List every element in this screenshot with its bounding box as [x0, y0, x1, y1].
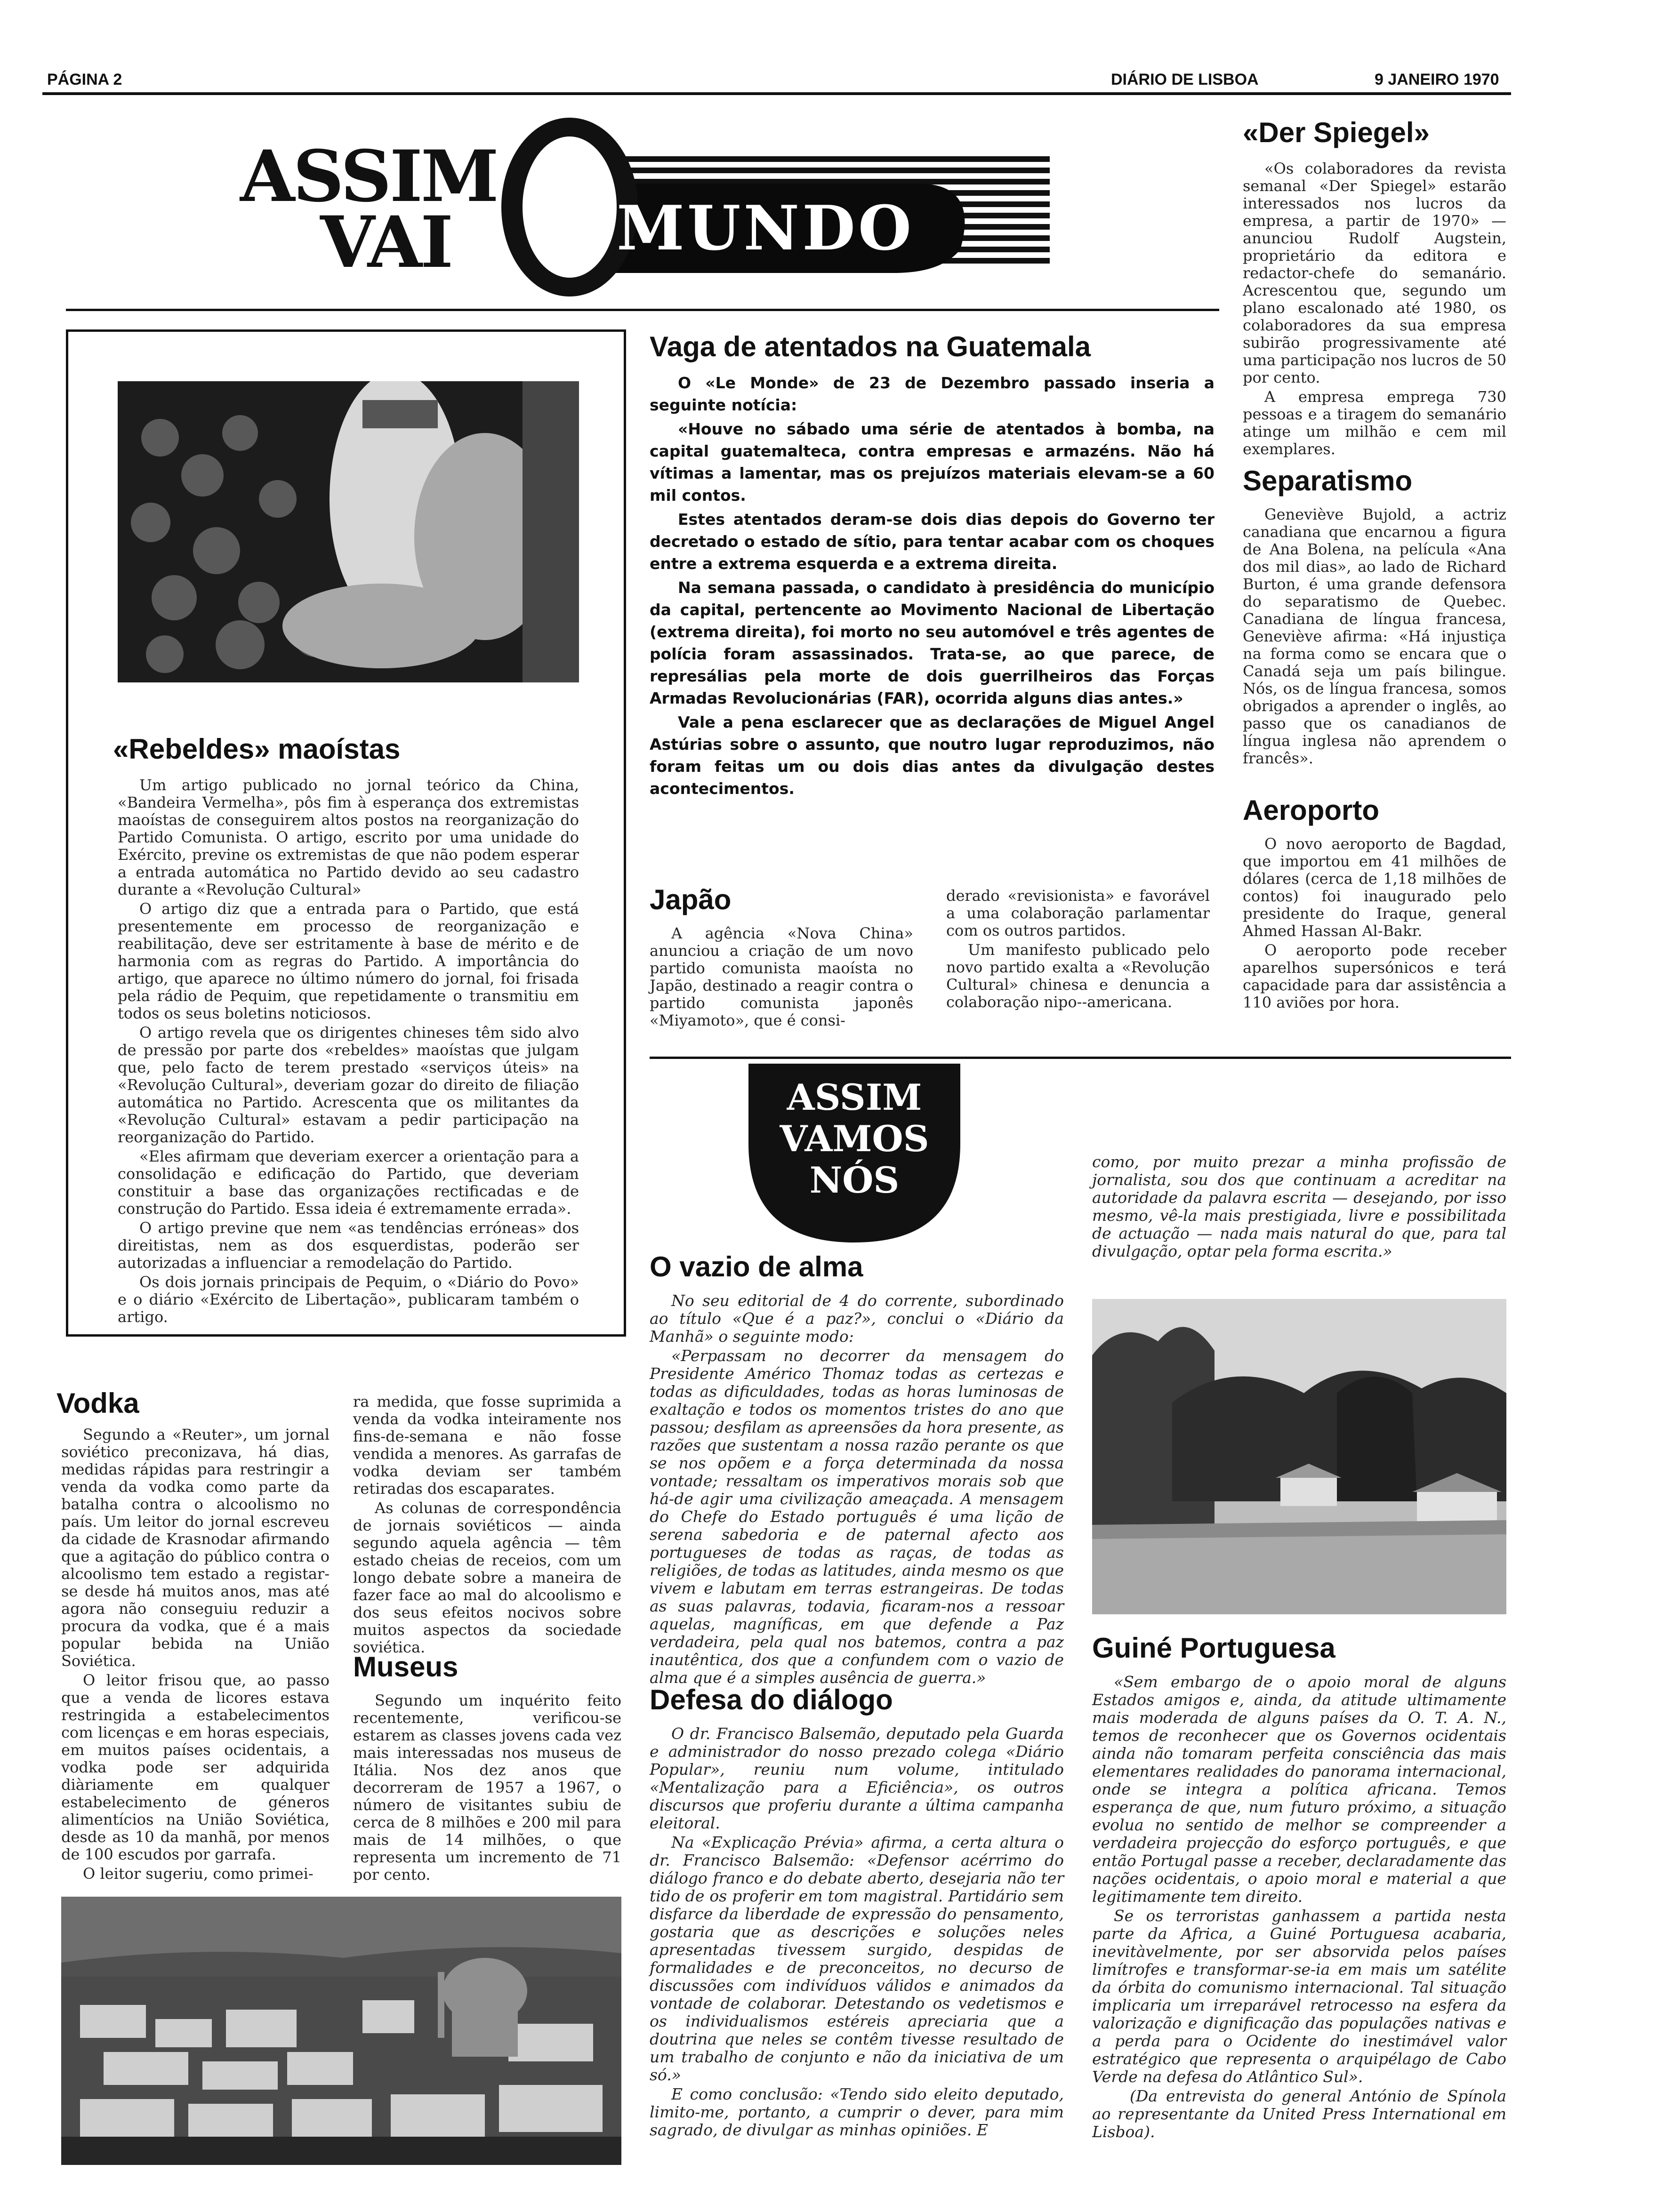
separatismo-title: Separatismo [1243, 465, 1413, 497]
vodka-col1 [61, 1426, 330, 1884]
rebeldes-body [118, 777, 579, 1328]
aeroporto-body [1243, 835, 1506, 1013]
masthead-vai: VAI [320, 201, 452, 284]
guine-paragraph: «Sem embargo de o apoio moral de alguns Estados amigos e, ainda, da atitude ultimamente mais moderada de alguns países da O. T. A. N., temos de reconhecer que os Governos ocidentais ainda não tomaram perfeita consciência das mais elementares realidades do panorama internacional, onde se integra a política africana. Temos esperança de que, num futuro próximo, a situação evolua no sentido de melhor se compreender a verdadeira projecção do esforço português, e que então Portugal passe a receber, declaradamente das nações ocidentais, o apoio moral e material a que legitimamente tem direito. [1092, 1673, 1506, 1906]
city-photo [61, 1897, 621, 2165]
guatemala-body [650, 372, 1215, 801]
section-masthead [226, 118, 1059, 306]
guatemala-paragraph: Vale a pena esclarecer que as declarações de Miguel Angel Astúrias sobre o assunto, que noutro lugar reproduzimos, não foram feitas um ou dois dias antes da divulgação destes acontecimentos. [650, 713, 1215, 798]
rebeldes-paragraph: Um artigo publicado no jornal teórico da China, «Bandeira Vermelha», pôs fim à esperança dos extremistas maoístas de conseguirem altos postos na reorganização do Partido Comunista. O artigo, escrito por uma unidade do Exército, previne os extremistas de que não podem esperar a entrada automática no Partido devido ao seu cadastro durante a «Revolução Cultural» [118, 776, 579, 898]
mao-photo-graphic [118, 381, 579, 682]
rebeldes-paragraph: Os dois jornais principais de Pequim, o «Diário do Povo» e o diário «Exército de Libertação», publicaram também o artigo. [118, 1273, 579, 1326]
city-photo-graphic [61, 1897, 621, 2165]
guatemala-paragraph: O «Le Monde» de 23 de Dezembro passado inseria a seguinte notícia: [650, 374, 1215, 414]
guine-paragraph: (Da entrevista do general António de Spínola ao representante da United Press International em Lisboa). [1092, 2087, 1506, 2141]
spiegel-paragraph: «Os colaboradores da revista semanal «Der Spiegel» estarão interessados nos lucros da empresa, a partir de 1970» — anunciou Rudolf Augstein, proprietário da editora e redactor-chefe do semanário. Acrescentou que, segundo um plano escalonado até 1980, os colaboradores da sua empresa subirão progressivamente até uma participação nos lucros de 50 por cento. [1243, 160, 1506, 386]
issue-date: 9 JANEIRO 1970 [1375, 71, 1499, 88]
vamos-l3: NÓS [809, 1159, 900, 1201]
guatemala-paragraph: Estes atentados deram-se dois dias depois do Governo ter decretado o estado de sítio, para tentar acabar com os choques entre a extrema esquerda e a extrema direita. [650, 510, 1215, 573]
jornalista-paragraph: como, por muito prezar a minha profissão de jornalista, sou dos que continuam a acreditar na autoridade da palavra escrita — desejando, por isso mesmo, vê-la mais prestigiada, livre e possibilitada de actuação — nada mais natural do que, para tal divulgação, optar pela forma escrita.» [1092, 1153, 1506, 1260]
japao-paragraph: derado «revisionista» e favorável a uma colaboração parlamentar com os outros partidos. [946, 887, 1210, 939]
header-rule [42, 92, 1511, 95]
vamos-emblem [748, 1064, 960, 1242]
museus-body [353, 1692, 621, 1885]
spiegel-paragraph: A empresa emprega 730 pessoas e a tiragem do semanário atinge um milhão e cem mil exemplares. [1243, 388, 1506, 458]
guine-body [1092, 1673, 1506, 2142]
japao-title: Japão [650, 884, 732, 915]
defesa-paragraph: O dr. Francisco Balsemão, deputado pela Guarda e administrador do nosso prezado colega «Diário Popular», reuniu num volume, intitulado «Mentalização para a Eficiência», os outros discursos que proferiu durante a última campanha eleitoral. [650, 1724, 1064, 1832]
aeroporto-title: Aeroporto [1243, 794, 1379, 826]
vazio-paragraph: «Perpassam no decorrer da mensagem do Presidente Américo Thomaz todas as certezas e todas as dificuldades, todas as horas luminosas de exaltação e todos os momentos tristes do ano que passou; desfilam as apreensões da hora presente, as razões que sustentam a nossa razão perante os que se nos opõem e a força determinada da nossa vontade; ressaltam os imperativos morais sob que há-de agir uma civilização ameaçada. A mensagem do Chefe do Estado português é uma lição de serena sabedoria e de paternal afecto aos portugueses de todas as raças, de todas as religiões, de todas as latitudes, ainda mesmo os que vivem e labutam em terras estrangeiras. De todas as suas palavras, todavia, ficaram-nos a ressoar aquelas, magníficas, em que defende a Paz verdadeira, pela qual nos batemos, contra a paz inautêntica, dos que a confundem com o vazio de alma que é a simples ausência de guerra.» [650, 1346, 1064, 1687]
defesa-body [650, 1725, 1064, 2140]
vodka-paragraph: ra medida, que fosse suprimida a venda da vodka inteiramente nos fins-de-semana e não fosse vendida a menores. As garrafas de vodka deviam ser também retiradas dos escaparates. [353, 1393, 621, 1498]
vamos-l1: ASSIM [787, 1076, 922, 1118]
vodka-paragraph: As colunas de correspondência de jornais soviéticos — ainda segundo aquela agência — têm estado cheias de receios, com um longo debate sobre a maneira de fazer face ao mal do alcoolismo e dos seus efeitos nocivos sobre muitos aspectos da sociedade soviética. [353, 1499, 621, 1656]
separatismo-paragraph: Geneviève Bujold, a actriz canadiana que encarnou a figura de Ana Bolena, na película «Ana dos mil dias», ao lado de Richard Burton, é uma grande defensora do separatismo de Quebec. Canadiana de língua francesa, Geneviève afirma: «Há injustiça na forma como se encara que o Canadá seja um país bilingue. Nós, os de língua francesa, somos obrigados a aprender o inglês, ao passo que os canadianos de língua inglesa não aprendem o francês». [1243, 505, 1506, 767]
guine-photo-graphic [1092, 1299, 1506, 1614]
guatemala-title: Vaga de atentados na Guatemala [650, 331, 1091, 362]
rebeldes-paragraph: O artigo diz que a entrada para o Partido, que está presentemente em processo de reorganização e reabilitação, deve ser estritamente à base de mérito e de harmonia com as regras do Partido. A importância do artigo, que aparece no último número do jornal, foi frisada pela rádio de Pequim, que repetidamente o transmitiu em todos os seus boletins noticiosos. [118, 900, 579, 1022]
japao-paragraph: Um manifesto publicado pelo novo partido exalta a «Revolução Cultural» chinesa e denuncia a colaboração nipo--americana. [946, 941, 1210, 1011]
museus-paragraph: Segundo um inquérito feito recentemente, verificou-se estarem as classes jovens cada vez mais interessadas nos museus de Itália. Nos dez anos que decorreram de 1957 a 1967, o número de visitantes subiu de cerca de 8 milhões e 200 mil para mais de 14 milhões, o que representa um incremento de 71 por cento. [353, 1691, 621, 1883]
mao-photo [118, 381, 579, 682]
vodka-title: Vodka [56, 1387, 139, 1419]
defesa-title: Defesa do diálogo [650, 1684, 893, 1715]
vodka-paragraph: Segundo a «Reuter», um jornal soviético preconizava, há dias, medidas rápidas para restringir a venda da vodka como parte da batalha contra o alcoolismo no país. Um leitor do jornal escreveu da cidade de Krasnodar afirmando que a agitação do público contra o alcoolismo tem estado a registar-se desde há muitos anos, mas até agora não conseguiu reduzir a procura da vodka, que é a mais popular bebida na União Soviética. [61, 1426, 330, 1670]
masthead-mundo: MUNDO [617, 192, 915, 264]
rebeldes-paragraph: O artigo revela que os dirigentes chineses têm sido alvo de pressão por parte dos «rebeldes» maoístas que julgam que, pelo facto de terem prestado «serviços úteis» na «Revolução Cultural», deveriam gozar do direito de filiação automática no Partido. Acrescenta que os militantes da «Revolução Cultural» estavam a pedir participação na reorganização do Partido. [118, 1024, 579, 1146]
rebeldes-paragraph: «Eles afirmam que deveriam exercer a orientação para a consolidação e edificação do Partido, que deveriam constituir a base das organizações rectificadas e de construção do Partido. Essa ideia é extremamente errada». [118, 1147, 579, 1218]
separatismo-body [1243, 506, 1506, 769]
page-number: PÁGINA 2 [47, 71, 122, 88]
section-rule [66, 309, 1219, 311]
japao-col1 [650, 925, 913, 1031]
defesa-paragraph: E como conclusão: «Tendo sido eleito deputado, limito-me, portanto, a cumprir o dever, para mim sagrado, de divulgar as minhas opiniões. E [650, 2085, 1064, 2139]
spiegel-title: «Der Spiegel» [1243, 117, 1430, 148]
rebeldes-title: «Rebeldes» maoístas [113, 733, 401, 765]
vamos-rule [650, 1057, 1511, 1059]
guatemala-paragraph: Na semana passada, o candidato à presidência do município da capital, pertencente ao Movimento Nacional de Libertação (extrema direita), foi morto no seu automóvel e três agentes de polícia foram assassinados. Trata-se, ao que parece, de represálias pela morte de dois guerrilheiros das Forças Armadas Revolucionárias (FAR), ocorrida alguns dias antes.» [650, 578, 1215, 707]
aeroporto-paragraph: O novo aeroporto de Bagdad, que importou em 41 milhões de dólares (cerca de 1,18 milhões de contos) foi inaugurado pelo presidente do Iraque, general Ahmed Hassan Al-Bakr. [1243, 835, 1506, 940]
vodka-paragraph: O leitor frisou que, ao passo que a venda de licores estava restringida a estabelecimentos com licenças e em horas especiais, em muitos países ocidentais, a vodka pode ser adquirida diàriamente em qualquer estabelecimento de géneros alimentícios na União Soviética, desde as 10 da manhã, por menos de 100 escudos por garrafa. [61, 1671, 330, 1863]
guine-paragraph: Se os terroristas ganhassem a partida nesta parte da Africa, a Guiné Portuguesa acabaria, inevitàvelmente, por ser absorvida pelos países limítrofes e transformar-se-ia em mais um satélite da órbita do comunismo internacional. Tal situação implicaria um irreparável retrocesso na esfera da valorização e dignificação das populações nativas e a perda para o Ocidente do inestimável valor estratégico que representa o arquipélago de Cabo Verde na defesa do Atlântico Sul». [1092, 1907, 1506, 2086]
vazio-paragraph: No seu editorial de 4 do corrente, subordinado ao título «Que é a paz?», conclui o «Diário da Manhã» o seguinte modo: [650, 1291, 1064, 1346]
vamos-l2: VAMOS [780, 1118, 929, 1160]
vodka-paragraph: O leitor sugeriu, como primei- [83, 1865, 314, 1883]
guine-photo [1092, 1299, 1506, 1614]
newspaper-name: DIÁRIO DE LISBOA [1111, 71, 1259, 88]
vazio-title: O vazio de alma [650, 1251, 863, 1282]
guatemala-paragraph: «Houve no sábado uma série de atentados à bomba, na capital guatemalteca, contra empresas e armazéns. Não há vítimas a lamentar, mas os prejuízos materiais elevam-se a 60 mil contos. [650, 420, 1215, 505]
defesa-paragraph: Na «Explicação Prévia» afirma, a certa altura o dr. Francisco Balsemão: «Defensor acérrimo do diálogo franco e do debate aberto, desejaria não ter tido de os proferir em tom magistral. Partidário sem disfarce da liberdade de expressão do pensamento, gostaria que as descrições e soluções neles apresentadas tivessem surgido, despidas de formalidades e de preconceitos, no decurso de discussões com indivíduos válidos e animados da vontade de colaborar. Detestando os vedetismos e os individualismos estéreis apreciaria que a doutrina que neles se contêm tivesse resultado de um trabalho de conjunto e não da iniciativa de um só.» [650, 1833, 1064, 2084]
vodka-col2 [353, 1393, 621, 1658]
museus-title: Museus [353, 1651, 458, 1683]
vazio-body [650, 1292, 1064, 1688]
japao-col2 [946, 887, 1210, 1013]
rebeldes-paragraph: O artigo previne que nem «as tendências erróneas» dos direitistas, nem as dos esquerdistas, poderão ser autorizadas a influenciar a remodelação do Partido. [118, 1219, 579, 1272]
jornalista-text [1092, 1153, 1506, 1262]
masthead-assim: ASSIM [240, 135, 497, 218]
aeroporto-paragraph: O aeroporto pode receber aparelhos supersónicos e terá capacidade para dar assistência a 110 aviões por hora. [1243, 941, 1506, 1011]
spiegel-body [1243, 160, 1506, 460]
guine-title: Guiné Portuguesa [1092, 1632, 1335, 1664]
japao-paragraph: A agência «Nova China» anunciou a criação de um novo partido comunista maoísta no Japão, destinado a reagir contra o partido comunista japonês «Miyamoto», que é consi- [650, 924, 913, 1029]
